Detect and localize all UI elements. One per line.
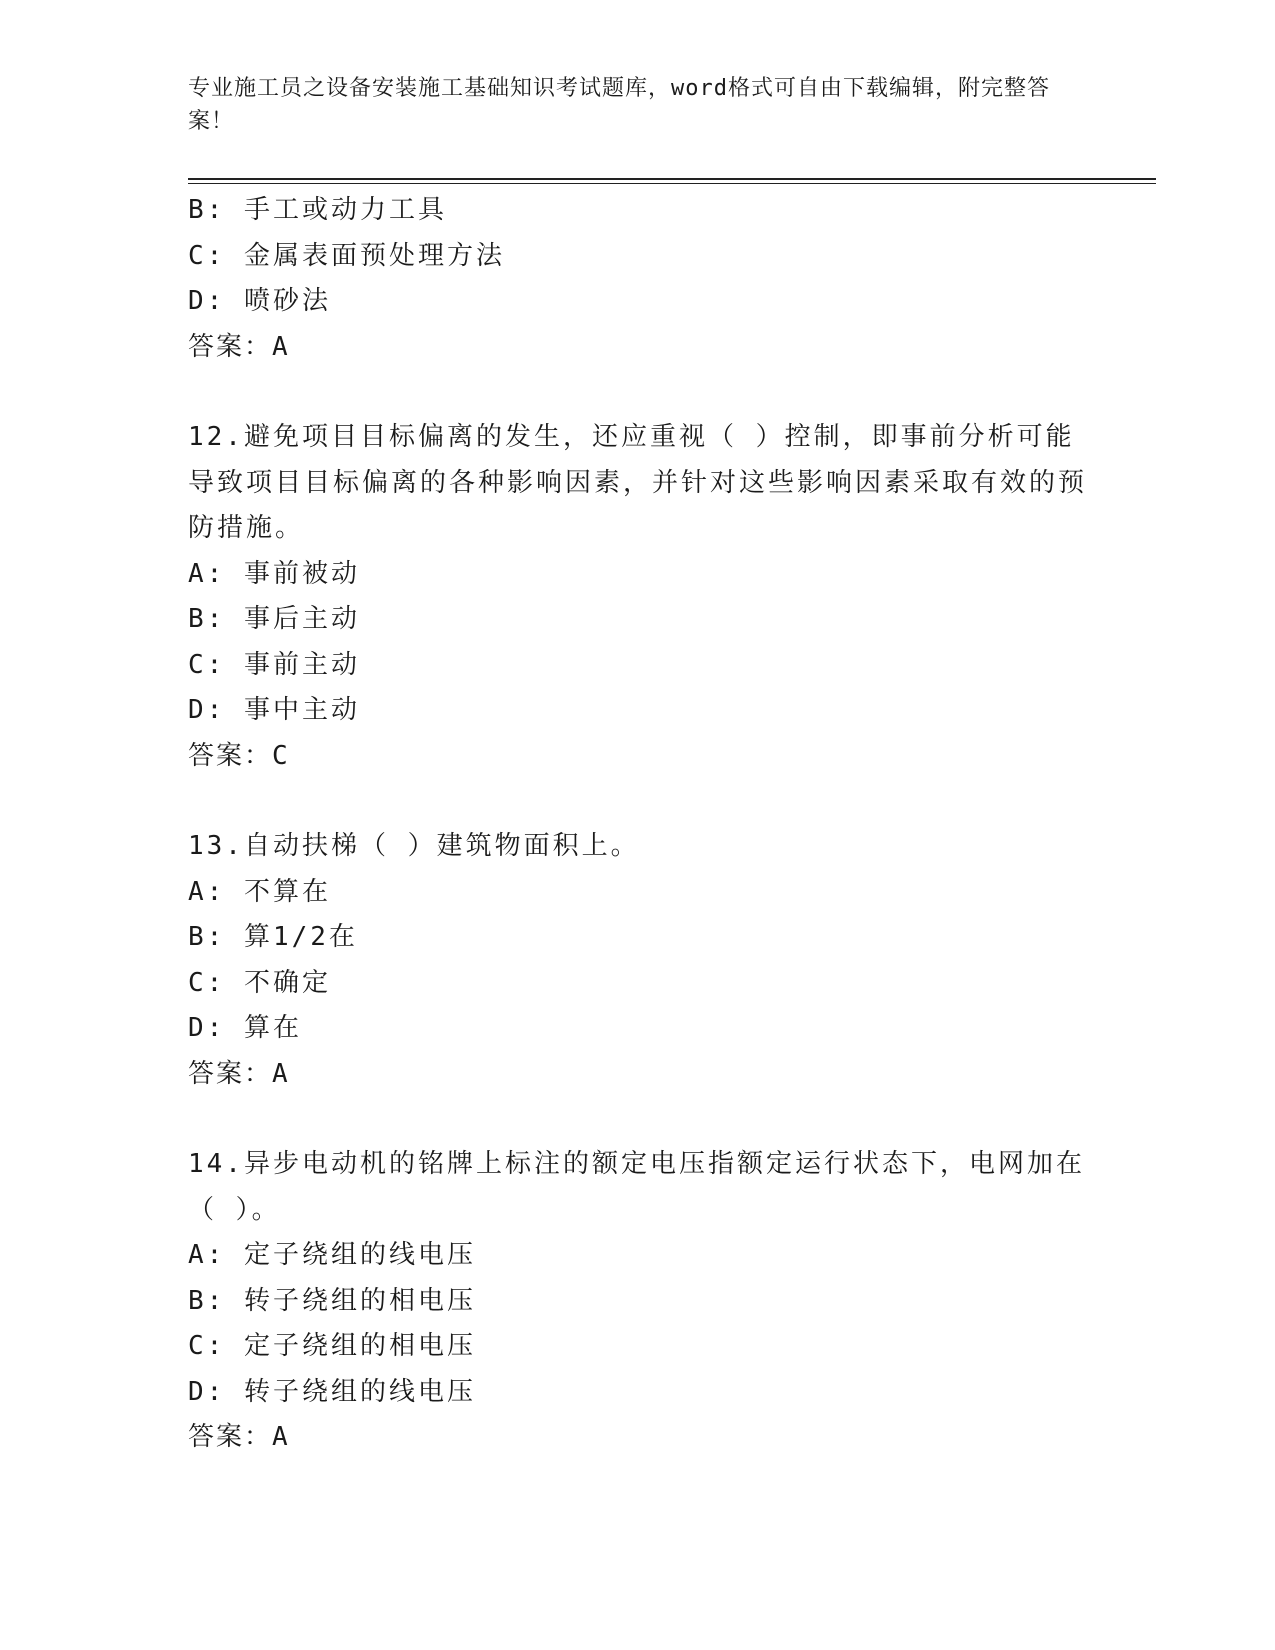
question-partial: [188, 188, 1088, 370]
option-d: D: 事中主动: [188, 695, 360, 725]
option-d: D: 喷砂法: [188, 286, 331, 316]
header-title: 专业施工员之设备安装施工基础知识考试题库，word格式可自由下载编辑，附完整答案！: [188, 76, 1050, 134]
document-header: [188, 72, 1068, 138]
option-a: A: 事前被动: [188, 558, 360, 589]
question-12: [188, 415, 1088, 779]
header-divider: [188, 178, 1156, 184]
question-14: [188, 1142, 1088, 1461]
answer-line: 答案：A: [188, 1058, 290, 1089]
option-d: D: 转子绕组的线电压: [188, 1376, 476, 1407]
option-d: D: 算在: [188, 1013, 302, 1043]
option-b: B: 事后主动: [188, 604, 360, 634]
question-list: [188, 188, 1088, 1506]
answer-line: 答案：A: [188, 1422, 290, 1452]
option-a: A: 定子绕组的线电压: [188, 1240, 476, 1270]
option-c: C: 不确定: [188, 967, 331, 998]
option-b: B: 手工或动力工具: [188, 195, 447, 225]
option-c: C: 定子绕组的相电压: [188, 1331, 476, 1361]
answer-line: 答案：A: [188, 331, 290, 362]
question-stem: 13.自动扶梯（ ）建筑物面积上。: [188, 831, 640, 861]
option-b: B: 转子绕组的相电压: [188, 1285, 476, 1316]
option-c: C: 金属表面预处理方法: [188, 240, 505, 271]
option-c: C: 事前主动: [188, 649, 360, 680]
question-stem: 14.异步电动机的铭牌上标注的额定电压指额定运行状态下，电网加在（ ）。: [188, 1149, 1085, 1225]
option-a: A: 不算在: [188, 876, 331, 907]
question-stem: 12.避免项目目标偏离的发生，还应重视（ ）控制，即事前分析可能导致项目目标偏离的各种影响因素，并针对这些影响因素采取有效的预防措施。: [188, 422, 1088, 543]
option-b: B: 算1/2在: [188, 922, 358, 952]
question-13: [188, 824, 1088, 1097]
answer-line: 答案：C: [188, 740, 290, 771]
